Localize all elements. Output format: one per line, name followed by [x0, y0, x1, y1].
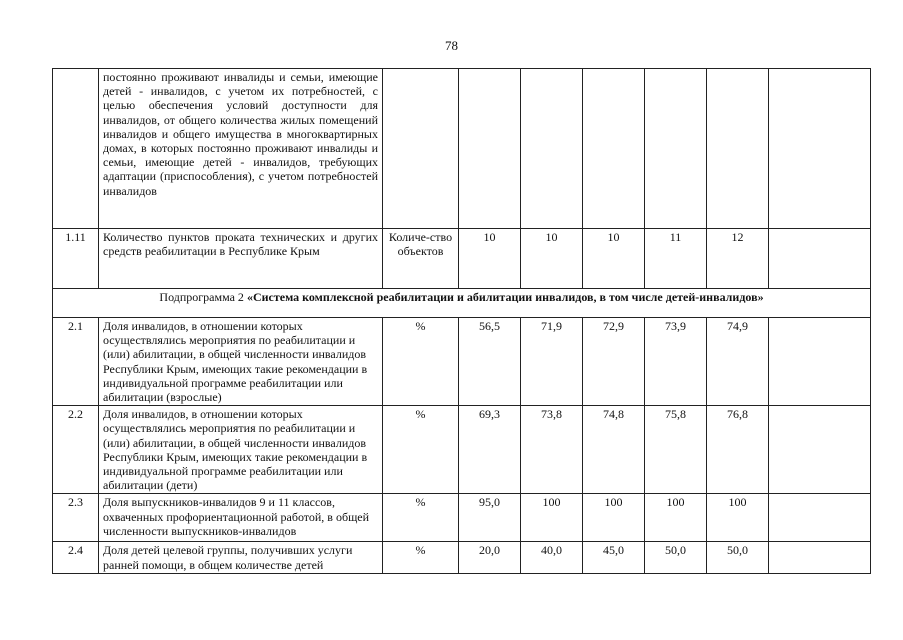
value-cell: 72,9 — [583, 318, 645, 406]
unit-cell: % — [383, 494, 459, 542]
indicator-text: Количество пунктов проката технических и других средств реабилитации в Республике Крым — [99, 229, 383, 289]
value-cell — [707, 69, 769, 229]
table-row — [53, 494, 871, 542]
value-cell — [459, 69, 521, 229]
table-row — [53, 318, 871, 406]
table-row — [53, 406, 871, 494]
value-cell — [645, 69, 707, 229]
row-number: 2.4 — [53, 542, 99, 574]
indicator-text: Доля инвалидов, в отношении которых осуществлялись мероприятия по реабилитации и (или) абилитации, в общей численности инвалидов Республики Крым, имеющих такие рекомендации в индивидуальной программе реабилитации или абилитации (взрослые) — [99, 318, 383, 406]
indicator-text: Доля выпускников-инвалидов 9 и 11 классов, охваченных профориентационной работой, в общей численности выпускников-инвалидов — [99, 494, 383, 542]
table-row — [53, 542, 871, 574]
value-cell: 100 — [707, 494, 769, 542]
value-cell: 45,0 — [583, 542, 645, 574]
unit-cell: Количе-ство объектов — [383, 229, 459, 289]
value-cell — [769, 494, 871, 542]
subprogram-row — [53, 289, 871, 318]
row-number — [53, 69, 99, 229]
value-cell: 74,8 — [583, 406, 645, 494]
value-cell: 56,5 — [459, 318, 521, 406]
value-cell: 71,9 — [521, 318, 583, 406]
indicators-table — [52, 68, 871, 574]
unit-cell: % — [383, 542, 459, 574]
value-cell — [769, 406, 871, 494]
value-cell: 100 — [583, 494, 645, 542]
unit-cell: % — [383, 318, 459, 406]
value-cell: 40,0 — [521, 542, 583, 574]
subprogram-heading — [53, 289, 871, 318]
indicator-text: Доля детей целевой группы, получивших услуги ранней помощи, в общем количестве детей — [99, 542, 383, 574]
value-cell: 74,9 — [707, 318, 769, 406]
value-cell: 20,0 — [459, 542, 521, 574]
row-number: 1.11 — [53, 229, 99, 289]
value-cell: 50,0 — [645, 542, 707, 574]
value-cell: 75,8 — [645, 406, 707, 494]
value-cell: 73,9 — [645, 318, 707, 406]
table-row — [53, 229, 871, 289]
unit-cell — [383, 69, 459, 229]
row-number: 2.1 — [53, 318, 99, 406]
value-cell: 95,0 — [459, 494, 521, 542]
value-cell — [769, 229, 871, 289]
value-cell: 100 — [645, 494, 707, 542]
value-cell — [769, 318, 871, 406]
value-cell: 50,0 — [707, 542, 769, 574]
indicator-text: постоянно проживают инвалиды и семьи, имеющие детей - инвалидов, с учетом их потребностей, с целью обеспечения условий доступности для инвалидов, от общего количества жилых помещений инвалидов и общего имущества в многоквартирных домах, в которых постоянно проживают инвалиды и семьи, имеющие детей - инвалидов, требующих адаптации (приспособления), с учетом потребностей инвалидов — [99, 69, 383, 229]
value-cell: 10 — [583, 229, 645, 289]
value-cell: 12 — [707, 229, 769, 289]
value-cell — [769, 542, 871, 574]
value-cell: 10 — [521, 229, 583, 289]
value-cell: 73,8 — [521, 406, 583, 494]
value-cell: 76,8 — [707, 406, 769, 494]
value-cell: 11 — [645, 229, 707, 289]
indicator-text: Доля инвалидов, в отношении которых осуществлялись мероприятия по реабилитации и (или) абилитации, в общей численности инвалидов Республики Крым, имеющих такие рекомендации в индивидуальной программе реабилитации или абилитации (дети) — [99, 406, 383, 494]
subprogram-prefix: Подпрограмма 2 — [159, 290, 247, 304]
value-cell: 100 — [521, 494, 583, 542]
value-cell — [583, 69, 645, 229]
row-number: 2.2 — [53, 406, 99, 494]
value-cell: 69,3 — [459, 406, 521, 494]
value-cell — [769, 69, 871, 229]
value-cell — [521, 69, 583, 229]
row-number: 2.3 — [53, 494, 99, 542]
unit-cell: % — [383, 406, 459, 494]
table-row — [53, 69, 871, 229]
page-number: 78 — [445, 38, 458, 53]
subprogram-title: «Система комплексной реабилитации и абилитации инвалидов, в том числе детей-инвалидов» — [246, 290, 764, 304]
value-cell: 10 — [459, 229, 521, 289]
